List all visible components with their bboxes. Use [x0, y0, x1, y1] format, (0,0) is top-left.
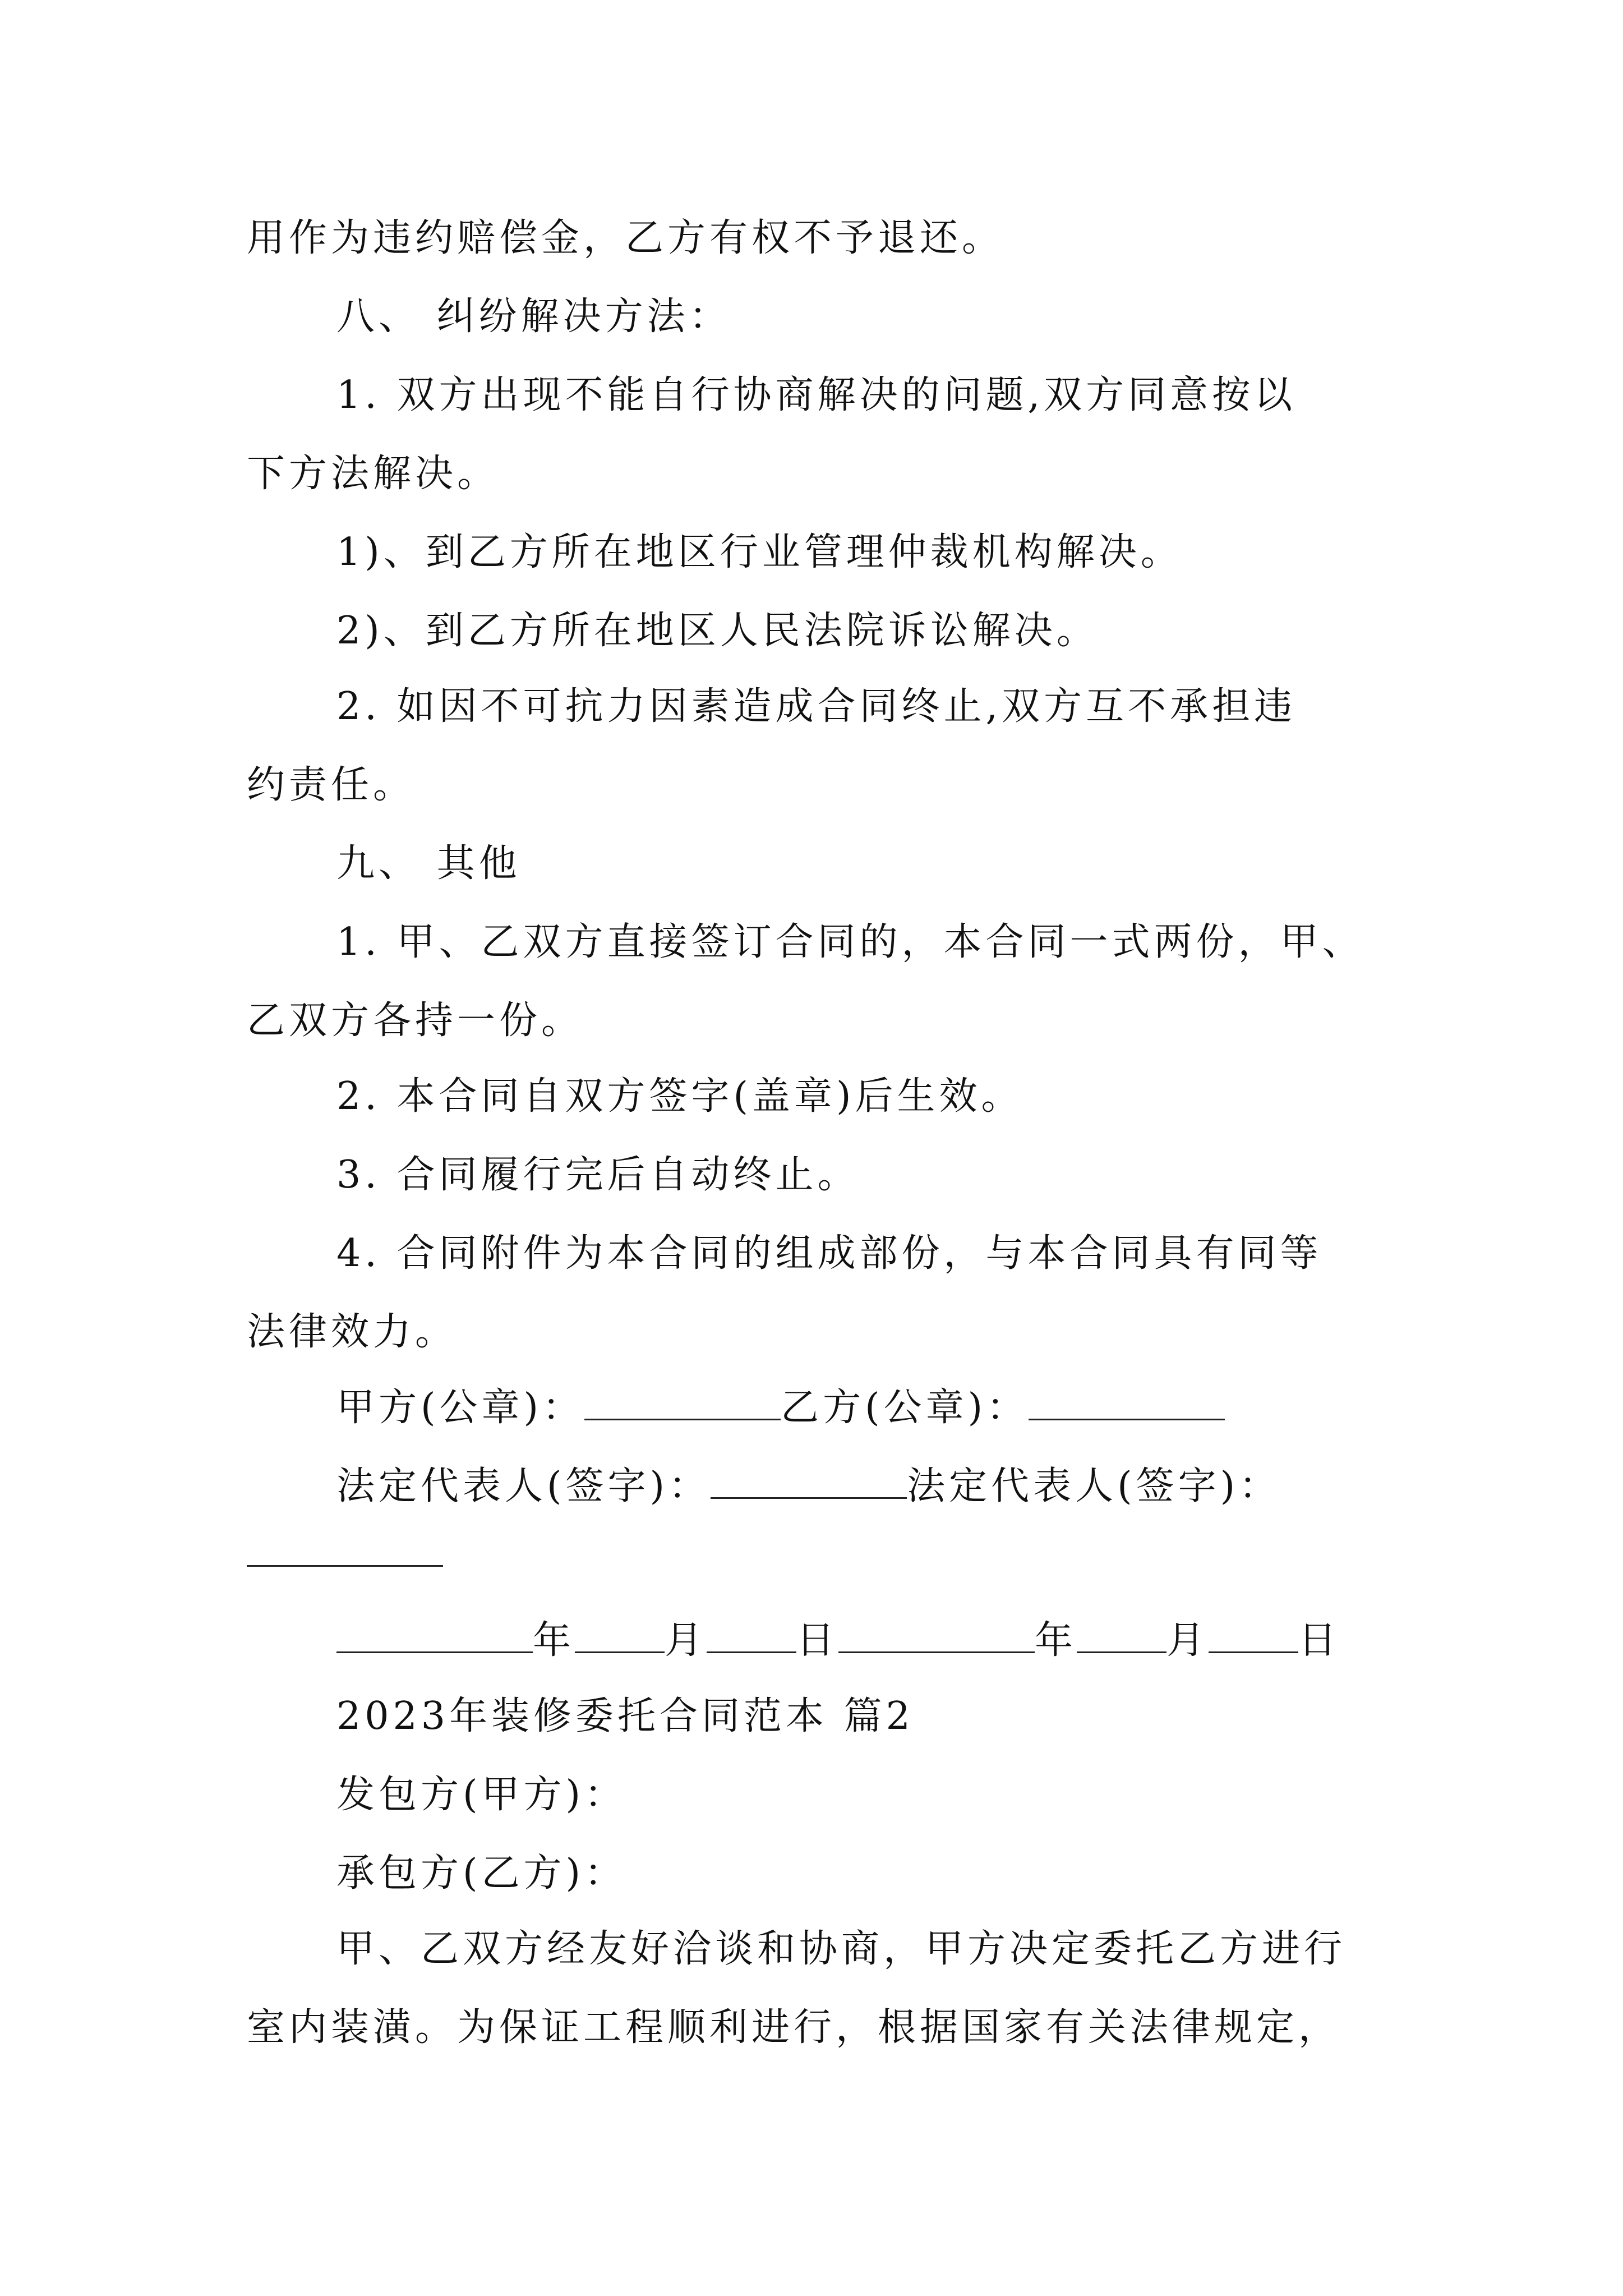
employer-label: 发包方(甲方)：: [336, 1773, 627, 1817]
paragraph-line: 约责任。: [247, 763, 416, 807]
party-a-seal-label: 甲方(公章)：: [336, 1386, 585, 1430]
paragraph-line: 1. 甲、乙双方直接签订合同的，本合同一式两份，甲、: [336, 920, 1364, 964]
year-a-label: 年: [533, 1618, 575, 1663]
month-a-label: 月: [665, 1618, 707, 1663]
paragraph-line: 用作为违约赔偿金，乙方有权不予退还。: [247, 216, 1004, 260]
day-a-label: 日: [796, 1618, 839, 1663]
month-b-label: 月: [1166, 1618, 1209, 1663]
contractor-label: 承包方(乙方)：: [336, 1851, 627, 1895]
party-b-seal-label: 乙方(公章)：: [781, 1386, 1029, 1430]
year-a-blank: [336, 1619, 533, 1653]
paragraph-line: 2)、到乙方所在地区人民法院诉讼解决。: [336, 609, 1099, 653]
rep-a-blank: [711, 1465, 907, 1499]
year-b-blank: [838, 1619, 1035, 1653]
day-b-blank: [1209, 1619, 1298, 1653]
rep-b-blank: [247, 1565, 443, 1567]
date-line: [336, 1618, 1340, 1663]
section-heading-dispute: 八、 纠纷解决方法：: [336, 295, 731, 339]
day-b-label: 日: [1298, 1618, 1341, 1663]
party-b-seal-blank: [1029, 1386, 1225, 1420]
representative-line: [336, 1464, 1281, 1509]
paragraph-line: 1. 双方出现不能自行协商解决的问题,双方同意按以: [336, 373, 1297, 417]
paragraph-line: 乙双方各持一份。: [247, 999, 584, 1043]
day-a-blank: [707, 1619, 796, 1653]
paragraph-line: 2. 如因不可抗力因素造成合同终止,双方互不承担违: [336, 684, 1297, 729]
year-b-label: 年: [1035, 1618, 1077, 1663]
party-a-seal-blank: [584, 1386, 781, 1420]
rep-b-label: 法定代表人(签字)：: [907, 1464, 1281, 1508]
paragraph-line: 2. 本合同自双方签字(盖章)后生效。: [336, 1074, 1023, 1119]
month-a-blank: [575, 1619, 665, 1653]
paragraph-line: 3. 合同履行完后自动终止。: [336, 1153, 860, 1197]
paragraph-line: 下方法解决。: [247, 452, 500, 496]
paragraph-line: 4. 合同附件为本合同的组成部份，与本合同具有同等: [336, 1231, 1322, 1276]
paragraph-line: 甲、乙双方经友好洽谈和协商，甲方决定委托乙方进行: [336, 1927, 1347, 1971]
paragraph-line: 法律效力。: [247, 1310, 458, 1354]
rep-a-label: 法定代表人(签字)：: [336, 1464, 711, 1508]
seal-line: [336, 1386, 1225, 1430]
section-heading-other: 九、 其他: [336, 841, 521, 886]
paragraph-line: 室内装潢。为保证工程顺利进行，根据国家有关法律规定，: [247, 2005, 1341, 2050]
paragraph-line: 1)、到乙方所在地区行业管理仲裁机构解决。: [336, 530, 1183, 574]
section-title: 2023年装修委托合同范本 篇2: [336, 1694, 914, 1738]
month-b-blank: [1077, 1619, 1166, 1653]
